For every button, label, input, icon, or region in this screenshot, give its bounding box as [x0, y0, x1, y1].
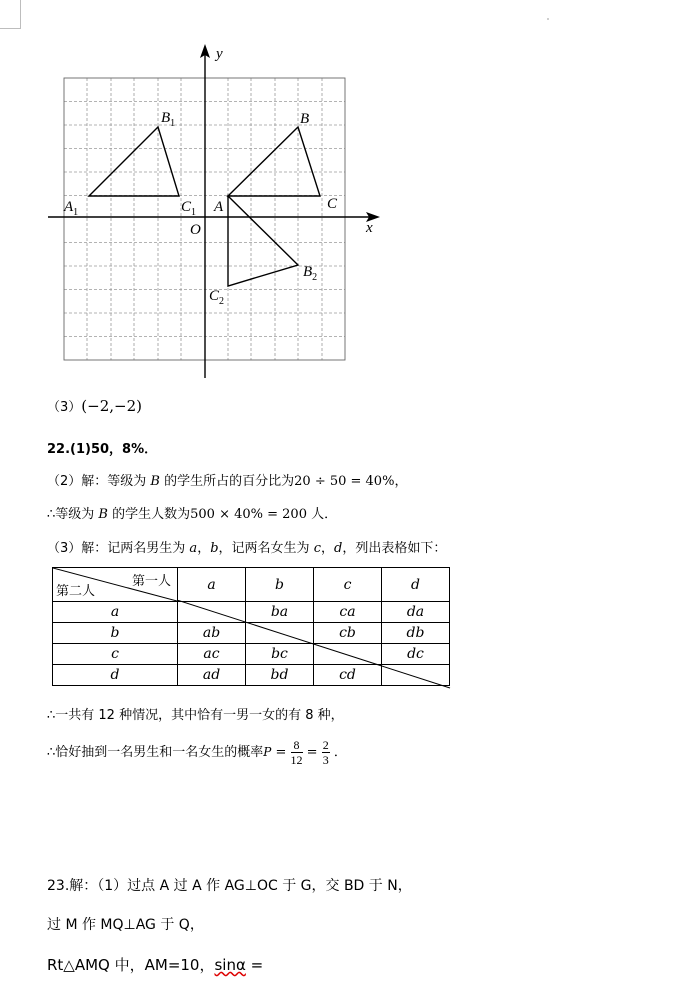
label-c2: $C_2$: [209, 288, 225, 307]
table-header-row: [53, 568, 450, 602]
page-corner-mark: [0, 0, 21, 29]
label-c: C: [327, 196, 338, 212]
axis-label-x: x: [366, 220, 373, 236]
column-header: c: [314, 568, 382, 602]
table-cell: bc: [246, 644, 314, 665]
label-b: B: [300, 111, 310, 127]
page-speck: [547, 18, 549, 20]
coordinate-figure: [40, 40, 400, 385]
q22-result-line2: ∴恰好抽到一名男生和一名女生的概率P = $\frac{8}{12}$ = $\frac{2}{3}$ ．: [47, 738, 347, 767]
q22-part2-line1: （2）解：等级为 B 的学生所占的百分比为20 ÷ 50 = 40%，: [47, 474, 408, 489]
fraction-8-12: $\frac{8}{12}$: [290, 738, 303, 767]
table-cell: dc: [382, 644, 450, 665]
label-a1: $A_1$: [64, 199, 79, 218]
table-cell: ca: [314, 602, 382, 623]
table-corner-cell: [53, 568, 178, 602]
table-cell: bd: [246, 665, 314, 686]
table-cell: ac: [178, 644, 246, 665]
origin-label: O: [190, 222, 201, 238]
table-cell: ba: [246, 602, 314, 623]
q22-part2-line2: ∴等级为 B 的学生人数为500 × 40% = 200 人．: [47, 507, 338, 522]
q22-part3-line: （3）解：记两名男生为 a，b，记两名女生为 c，d，列出表格如下：: [47, 541, 447, 556]
table-cell: cd: [314, 665, 382, 686]
row-label: a: [53, 602, 178, 623]
table-cell: ad: [178, 665, 246, 686]
triangle-ab2c2: [228, 196, 298, 286]
column-header: d: [382, 568, 450, 602]
label-b1: $B_1$: [161, 110, 176, 129]
q22-heading: 22.(1)50，8%．: [47, 442, 158, 457]
fraction-2-3: $\frac{2}{3}$: [322, 738, 329, 767]
q23-line2: 过 M 作 MQ⊥AG 于 Q，: [47, 917, 204, 933]
q23-line3: Rt△AMQ 中，AM=10，sinα =: [47, 956, 264, 974]
table-cell: cb: [314, 623, 382, 644]
header-first-person: 第一人: [131, 574, 171, 589]
axis-label-y: y: [216, 46, 223, 62]
row-label: b: [53, 623, 178, 644]
q22-result-line1: ∴一共有 12 种情况，其中恰有一男一女的有 8 种，: [47, 708, 344, 723]
header-second-person: 第二人: [56, 584, 96, 599]
table-cell: da: [382, 602, 450, 623]
row-label: d: [53, 665, 178, 686]
column-header: a: [178, 568, 246, 602]
row-label: c: [53, 644, 178, 665]
label-c1: $C_1$: [181, 199, 197, 218]
answer-3-line: （3）(−2,−2): [47, 397, 142, 415]
table-cell: db: [382, 623, 450, 644]
column-header: b: [246, 568, 314, 602]
table-body-diagonal: [177, 600, 451, 689]
label-b2: $B_2$: [303, 264, 318, 283]
label-a: A: [214, 199, 224, 215]
triangle-abc: [228, 127, 320, 196]
q23-heading: 23.解：（1）过点 A 过 A 作 AG⊥OC 于 G，交 BD 于 N，: [47, 878, 412, 894]
table-cell: ab: [178, 623, 246, 644]
